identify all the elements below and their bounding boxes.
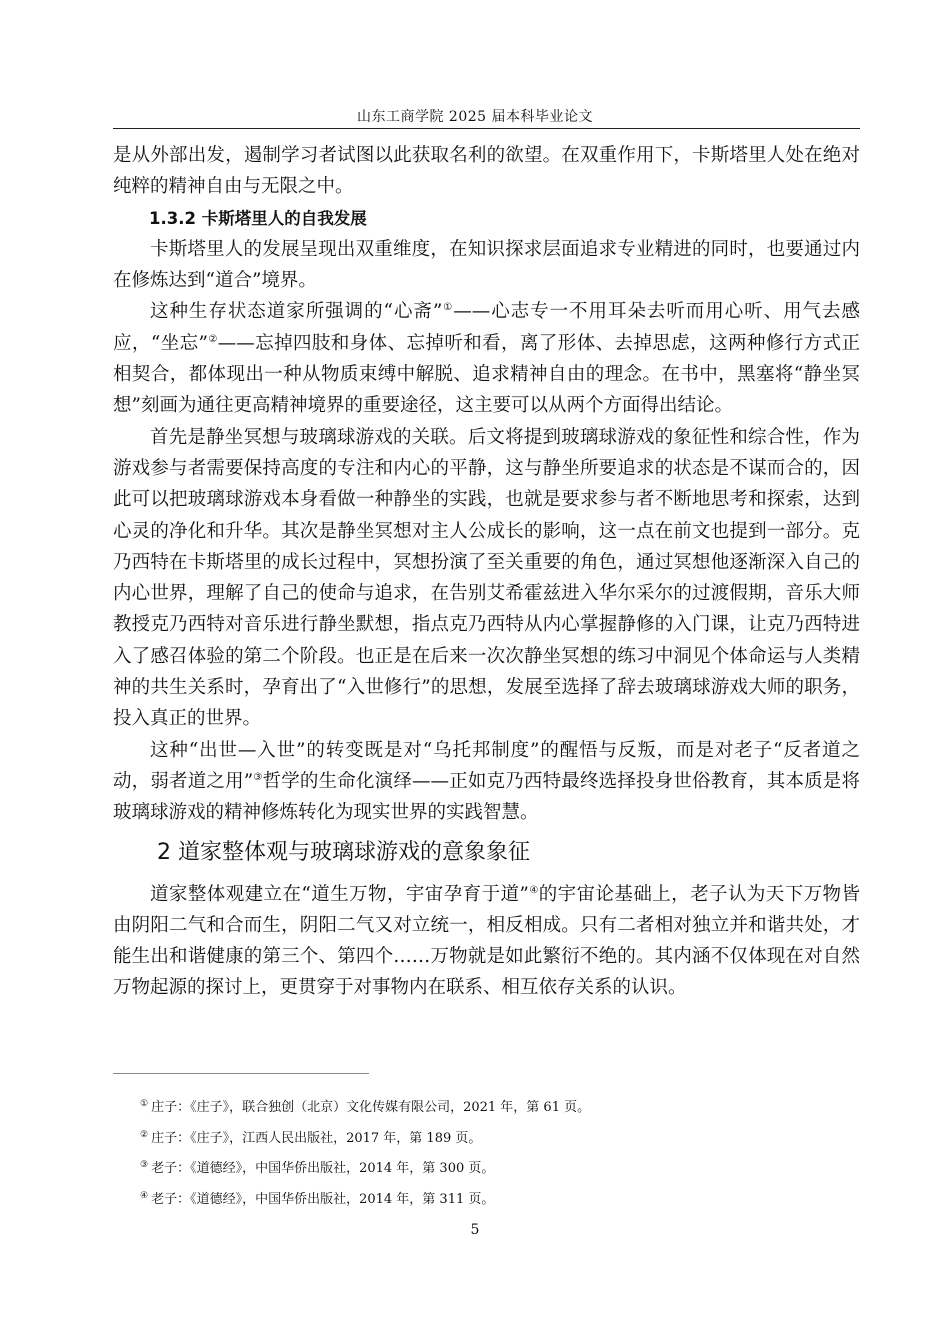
text-run: 道家整体观建立在“道生万物，宇宙孕育于道”	[150, 883, 529, 905]
footnote-mark: ①	[140, 1099, 149, 1109]
text-run: ——忘掉四肢和身体、忘掉听和看，离了形体、去掉思虑，这两种修行方式正相契合，都体现出一种从物质束缚中解脱、追求精神自由的理念。在书中，黑塞将“静坐冥想”刻画为通往更高精神境界的重要途径，这主要可以从两个方面得出结论。	[113, 332, 860, 417]
paragraph: 首先是静坐冥想与玻璃球游戏的关联。后文将提到玻璃球游戏的象征性和综合性，作为游戏参与者需要保持高度的专注和内心的平静，这与静坐所要追求的状态是不谋而合的，因此可以把玻璃球游戏本身看做一种静坐的实践，也就是要求参与者不断地思考和探索，达到心灵的净化和升华。其次是静坐冥想对主人公成长的影响，这一点在前文也提到一部分。克乃西特在卡斯塔里的成长过程中，冥想扮演了至关重要的角色，通过冥想他逐渐深入自己的内心世界，理解了自己的使命与追求，在告别艾希霍兹进入华尔采尔的过渡假期，音乐大师教授克乃西特对音乐进行静坐默想，指点克乃西特从内心掌握静修的入门课，让克乃西特进入了感召体验的第二个阶段。也正是在后来一次次静坐冥想的练习中洞见个体命运与人类精神的共生关系时，孕育出了“入世修行”的思想，发展至选择了辞去玻璃球游戏大师的职务，投入真正的世界。	[113, 426, 860, 730]
text-run: 哲学的生命化演绎——正如克乃西特最终选择投身世俗教育，其本质是将玻璃球游戏的精神修炼转化为现实世界的实践智慧。	[113, 770, 860, 824]
footnote-mark: ④	[140, 1190, 149, 1201]
paragraph	[113, 879, 860, 1004]
footnote-rule	[113, 1073, 369, 1074]
footnote-ref-2[interactable]: ②	[207, 333, 218, 345]
paragraph	[113, 296, 860, 421]
text-run: 这种“出世—入世”的转变既是对“乌托邦制度”的醒悟与反叛，而是对老子“反者道之动，弱者道之用”	[113, 739, 860, 792]
footnote-mark: ③	[140, 1160, 149, 1170]
header-rule	[113, 128, 860, 129]
running-header: 山东工商学院 2025 届本科毕业论文	[356, 109, 594, 125]
footnote-2	[140, 1124, 860, 1155]
text-run: ——心志专一不用耳朵去听而用心听、用气去感应，“坐忘”	[113, 301, 860, 354]
footnote-ref-4[interactable]: ④	[528, 884, 539, 896]
page-number: 5	[470, 1222, 480, 1238]
main-body	[113, 140, 860, 1004]
footnote-text: 庄子：《庄子》，联合独创（北京）文化传媒有限公司，2021 年，第 61 页。	[151, 1100, 591, 1115]
text-run: 这种生存状态道家所强调的“心斋”	[150, 301, 443, 323]
subsection-heading: 1.3.2 卡斯塔里人的自我发展	[149, 208, 367, 228]
footnote-4	[140, 1185, 860, 1216]
footnote-3	[140, 1154, 860, 1185]
footnote-1	[140, 1093, 860, 1124]
footnote-text: 老子：《道德经》，中国华侨出版社，2014 年，第 311 页。	[151, 1191, 495, 1207]
paragraph: 卡斯塔里人的发展呈现出双重维度，在知识探求层面追求专业精进的同时，也要通过内在修炼达到“道合”境界。	[113, 238, 860, 292]
paragraph	[113, 735, 860, 829]
footnote-ref-3[interactable]: ③	[253, 771, 263, 783]
footnote-mark: ②	[140, 1129, 149, 1140]
footnotes	[140, 1093, 860, 1215]
footnote-text: 老子：《道德经》，中国华侨出版社，2014 年，第 300 页。	[151, 1161, 495, 1176]
section-heading: 2 道家整体观与玻璃球游戏的意象象征	[157, 839, 530, 865]
footnote-ref-1[interactable]: ①	[442, 302, 454, 314]
text-run: 的宇宙论基础上，老子认为天下万物皆由阴阳二气和合而生，阴阳二气又对立统一，相反相成。只有二者相对独立并和谐共处，才能生出和谐健康的第三个、第四个……万物就是如此繁衍不绝的。其内涵不仅体现在对自然万物起源的探讨上，更贯穿于对事物内在联系、相互依存关系的认识。	[113, 883, 860, 999]
paragraph-continuation: 是从外部出发，遏制学习者试图以此获取名利的欲望。在双重作用下，卡斯塔里人处在绝对纯粹的精神自由与无限之中。	[113, 145, 860, 198]
footnote-text: 庄子：《庄子》，江西人民出版社，2017 年，第 189 页。	[151, 1130, 482, 1146]
